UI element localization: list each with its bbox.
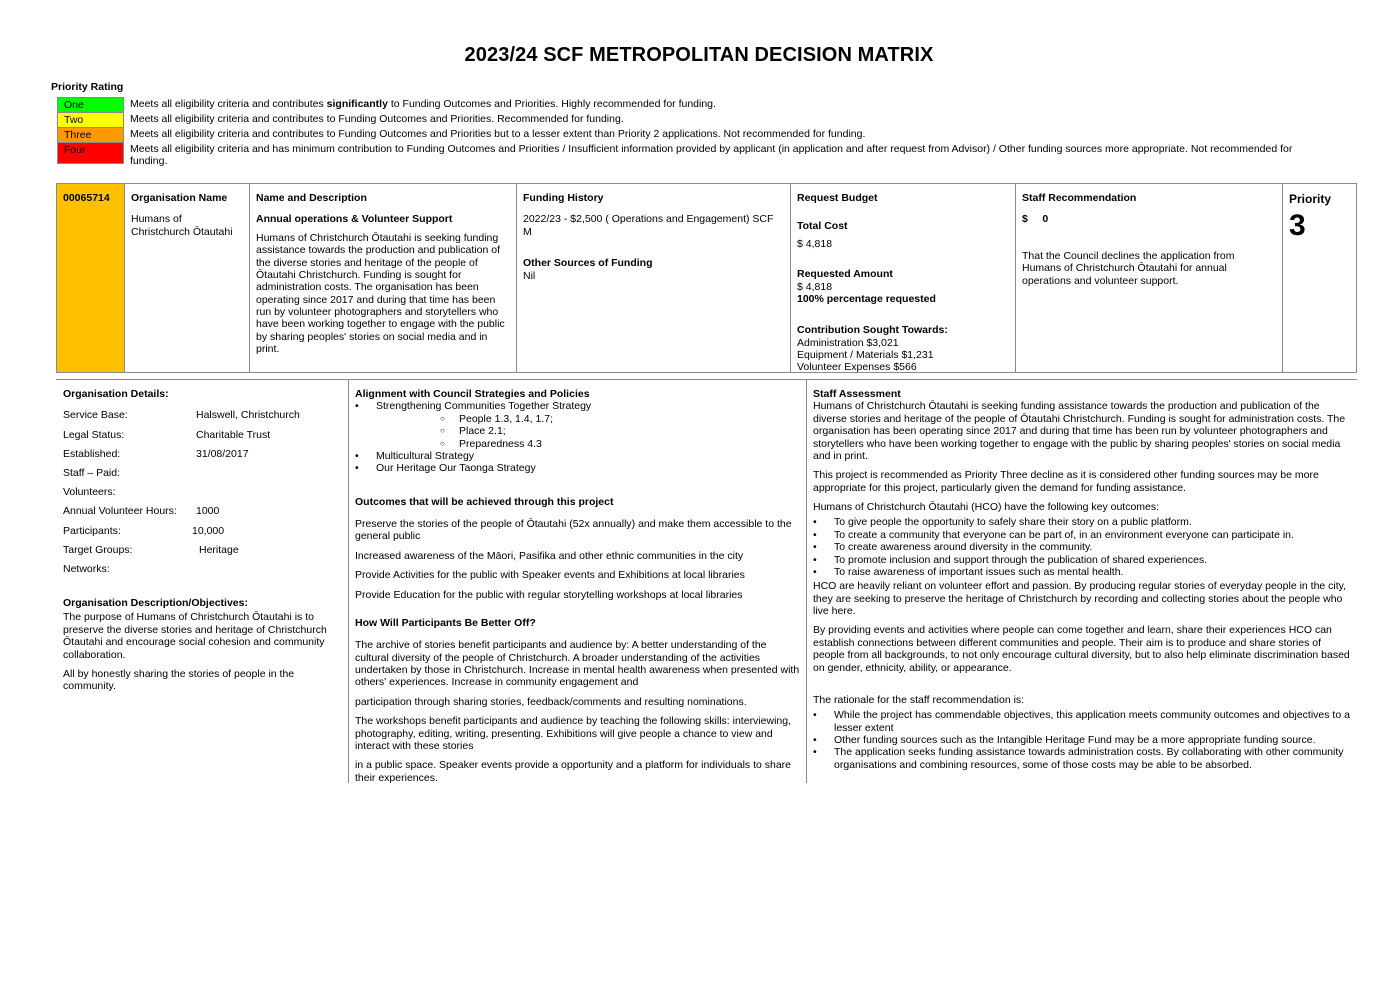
project-description: Humans of Christchurch Ōtautahi is seeking funding assistance towards the production and publication of the diverse stories and heritage of the people of Ōtautahi Christchurch. Funding is sought for administration costs. The organisation has been operating since 2017 and during that time has been run by volunteer photographers and storytellers who have been working together to engage with the public by sharing peoples' stories on social media and in print. [256,231,505,356]
priority-value: 3 [1289,209,1306,243]
key-outcome-item: • To create a community that everyone can be part of, in an environment everyone can participate in. [813,529,1351,541]
detail-label: Staff – Paid: [63,466,121,479]
better-off-paragraph: in a public space. Speaker events provide a opportunity and a platform for individuals to share their experiences. [355,759,792,784]
org-description-paragraph: All by honestly sharing the stories of people in the community. [63,667,295,693]
column-divider-right [806,380,807,783]
better-off-heading: How Will Participants Be Better Off? [355,616,536,629]
alignment-section [355,388,800,791]
org-name: Humans of Christchurch Ōtautahi [131,213,233,238]
section-divider [56,379,1357,380]
page-title: 2023/24 SCF METROPOLITAN DECISION MATRIX [464,44,934,66]
other-sources: Nil [523,269,536,282]
rationale-list [813,709,1351,771]
strategy-sub-item: ○ Preparedness 4.3 [440,438,800,450]
total-cost-label: Total Cost [797,220,848,233]
total-cost: $ 4,818 [797,237,833,250]
better-off-paragraph: participation through sharing stories, feedback/comments and resulting nominations. [355,695,747,708]
priority-row-three [57,127,1317,142]
staff-recommendation-heading: Staff Recommendation [1022,192,1137,204]
priority-text-one-a: Meets all eligibility criteria and contributes [130,98,327,110]
priority-swatch-four: Four [57,142,124,164]
org-name-cell [125,184,250,372]
strategy-sub-item: ○ People 1.3, 1.4, 1.7; [440,413,800,425]
staff-assessment-heading: Staff Assessment [813,388,901,400]
rationale-item: • Other funding sources such as the Intangible Heritage Fund may be a more appropriate funding source. [813,734,1351,746]
project-name: Annual operations & Volunteer Support [256,213,453,226]
outcome-item: Provide Education for the public with regular storytelling workshops at local libraries [355,588,743,601]
contribution-item: Administration $3,021 [797,336,899,349]
detail-row [63,505,343,524]
priority-text-three: Meets all eligibility criteria and contributes to Funding Outcomes and Priorities but to a lesser extent than Priority 2 applications. Not recommended for funding. [130,128,866,140]
funding-history-cell [517,184,791,372]
application-id: 00065714 [57,184,125,372]
detail-value: Charitable Trust [196,428,271,441]
priority-text-four: Meets all eligibility criteria and has minimum contribution to Funding Outcomes and Priorities / Insufficient information provided by applicant (in application and after request from Advisor) / Other funding sources more appropriate. Not recommended for funding. [130,143,1293,167]
detail-row [63,467,343,486]
detail-row [63,486,343,505]
request-budget-heading: Request Budget [797,192,878,204]
assessment-paragraph: This project is recommended as Priority Three decline as it is considered other funding sources may be more appropriate for this project, particularly given the demand for funding assistance. [813,469,1319,494]
org-details-heading: Organisation Details: [63,388,169,400]
detail-row [63,429,343,448]
priority-row-two [57,112,1317,127]
better-off-paragraph: The archive of stories benefit participants and audience by: A better understanding of the cultural diversity of the people of Christchurch. A broader understanding of the activities undertaken by those in Christchurch. Increase in mental health awareness when presented with others' experiences. Increase in community engagement and [355,639,800,689]
detail-value: Halswell, Christchurch [196,409,300,422]
detail-value: 31/08/2017 [196,447,249,460]
detail-label: Networks: [63,562,110,575]
priority-text-one-bold: significantly [326,98,388,110]
requested-amount: $ 4,818 [797,280,833,293]
detail-label: Volunteers: [63,486,116,499]
priority-text-one [124,97,1309,110]
detail-label: Target Groups: [63,543,133,556]
key-outcome-item: • To give people the opportunity to safely share their story on a public platform. [813,516,1351,528]
priority-row-four [57,142,1317,167]
contribution-item: Equipment / Materials $1,231 [797,349,934,361]
request-budget-cell [791,184,1016,372]
key-outcome-item: • To raise awareness of important issues such as mental health. [813,566,1351,578]
strategy-list [355,400,800,474]
outcome-item: Provide Activities for the public with Speaker events and Exhibitions at local libraries [355,569,745,582]
key-outcome-item: • To promote inclusion and support through the publication of shared experiences. [813,554,1351,566]
detail-value: 1000 [196,505,220,518]
detail-label: Service Base: [63,409,128,422]
priority-text-two: Meets all eligibility criteria and contributes to Funding Outcomes and Priorities. Recommended for funding. [130,113,624,125]
assessment-paragraph: By providing events and activities where people can come together and learn, share their experiences HCO can establish connections between different communities and people. Their aim is to produce and share stories of people from all backgrounds, to not only encourage cultural diversity, but to also help eliminate discrimination based on gender, ethnicity, ability, or appearance. [813,624,1350,674]
contribution-item: Volunteer Expenses $566 [797,361,917,374]
name-description-heading: Name and Description [256,192,367,204]
rationale-item: • The application seeks funding assistance towards administration costs. By collaborating with other community organisations and combining resources, some of those costs may be able to be absorbed. [813,746,1351,771]
strategy-item [355,400,800,450]
outcomes-heading: Outcomes that will be achieved through this project [355,495,614,508]
detail-row [63,544,343,563]
assessment-paragraph: Humans of Christchurch Ōtautahi is seeking funding assistance towards the production and publication of the diverse stories and heritage of the people of Ōtautahi Christchurch. Funding is sought for administration costs. The organisation has been operating since 2017 and during that time has been run by volunteer photographers and storytellers who have been working together to engage with the public by sharing peoples' stories on social media and in print. [813,400,1346,462]
detail-value: 10,000 [192,524,225,537]
priority-swatch-two: Two [57,112,124,127]
priority-swatch-three: Three [57,127,124,142]
strategy-label: Strengthening Communities Together Strategy [376,400,592,413]
strategy-sub-list [440,413,800,450]
requested-amount-label: Requested Amount [797,268,893,281]
assessment-paragraph: Humans of Christchurch Ōtautahi (HCO) have the following key outcomes: [813,501,1160,513]
org-name-heading: Organisation Name [131,192,228,204]
strategy-item: • Multicultural Strategy [355,450,800,462]
detail-row [63,448,343,467]
alignment-heading: Alignment with Council Strategies and Policies [355,388,590,400]
key-outcomes-list [813,516,1351,578]
detail-label: Established: [63,447,121,460]
rationale-item: • While the project has commendable objectives, this application meets community outcomes and objectives to a lesser extent [813,709,1351,734]
key-outcome-item: • To create awareness around diversity in the community. [813,541,1351,553]
priority-rating-legend [57,97,1317,167]
detail-row [63,525,343,544]
name-description-cell [250,184,517,372]
priority-heading: Priority [1289,192,1332,206]
org-description-paragraph: The purpose of Humans of Christchurch Ōtautahi is to preserve the diverse stories and heritage of Christchurch Ōtautahi and encourage social cohesion and community collaboration. [63,611,327,661]
priority-row-one [57,97,1317,112]
organisation-details [63,388,343,700]
better-off-paragraph: The workshops benefit participants and audience by teaching the following skills: interviewing, photography, editing, writing, presenting. Exhibitions will give people a chance to view and interact with these stories [355,715,791,752]
strategy-item: • Our Heritage Our Taonga Strategy [355,462,800,474]
funding-history: 2022/23 - $2,500 ( Operations and Engagement) SCF M [523,213,774,238]
org-description-heading: Organisation Description/Objectives: [63,597,248,610]
decision-matrix-row [56,183,1357,373]
outcome-item: Preserve the stories of the people of Ōtautahi (52x annually) and make them accessible to the general public [355,518,792,543]
staff-amount: $ 0 [1022,213,1049,226]
contribution-heading: Contribution Sought Towards: [797,324,948,337]
detail-label: Legal Status: [63,428,125,441]
priority-swatch-one: One [57,97,124,112]
detail-label: Participants: [63,524,121,537]
column-divider-left [348,380,349,783]
percent-requested: 100% percentage requested [797,292,936,305]
outcome-item: Increased awareness of the Māori, Pasifika and other ethnic communities in the city [355,549,744,562]
priority-rating-heading: Priority Rating [51,81,124,93]
other-sources-heading: Other Sources of Funding [523,257,653,270]
detail-label: Annual Volunteer Hours: [63,505,177,518]
strategy-sub-item: ○ Place 2.1; [440,425,800,437]
priority-text-one-b: to Funding Outcomes and Priorities. Highly recommended for funding. [387,98,716,110]
assessment-paragraph: HCO are heavily reliant on volunteer effort and passion. By producing regular stories of everyday people in the city, they are seeking to preserve the heritage of Christchurch by recording and collecting stories about the people who live here. [813,580,1347,617]
staff-assessment-section [813,388,1351,771]
rationale-heading: The rationale for the staff recommendation is: [813,693,1025,706]
staff-recommendation-text: That the Council declines the application from Humans of Christchurch Ōtautahi for annual operations and volunteer support. [1022,249,1235,287]
detail-row [63,563,343,582]
staff-recommendation-cell [1016,184,1283,372]
funding-history-heading: Funding History [523,192,604,204]
priority-cell [1283,184,1356,372]
detail-row [63,409,343,428]
detail-value: Heritage [199,543,239,556]
